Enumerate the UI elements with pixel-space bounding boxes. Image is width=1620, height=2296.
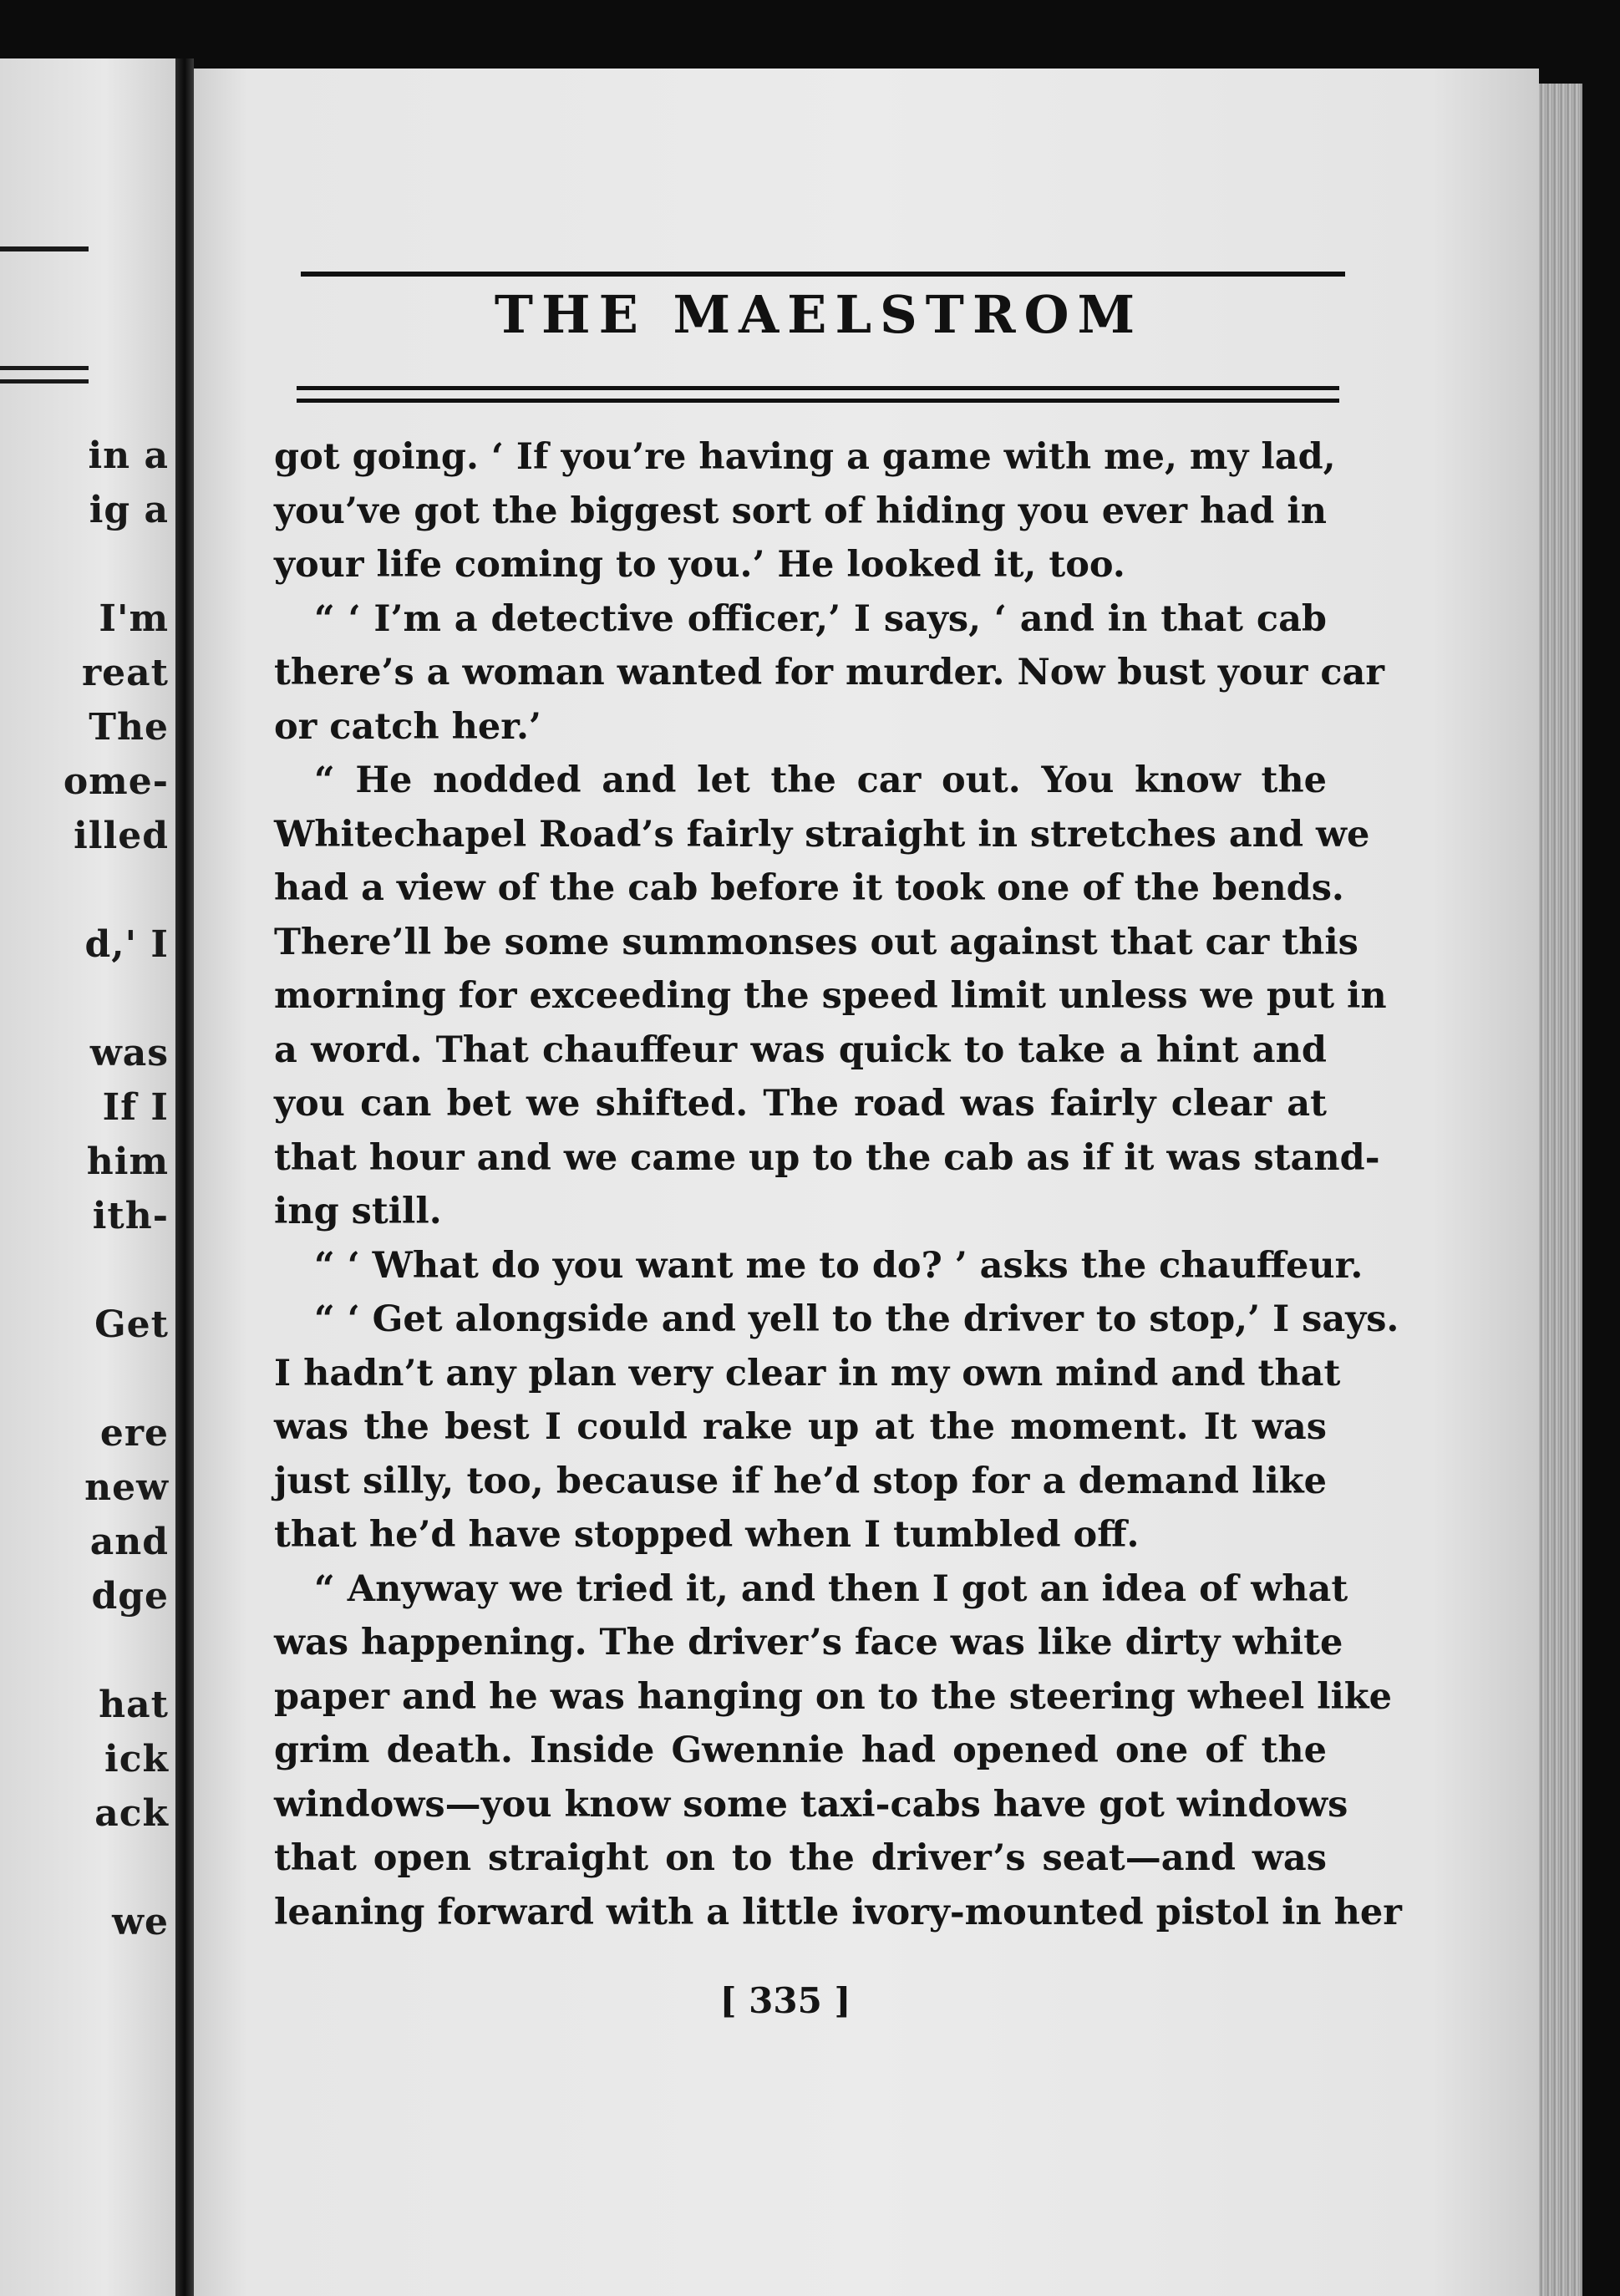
left-page-rule-double-2: [0, 379, 89, 384]
text-line: that he’d have stopped when I tumbled off.: [274, 1514, 1140, 1556]
left-page-line: was: [89, 1032, 169, 1074]
text-line: you’ve got the biggest sort of hiding you ever had in: [274, 490, 1327, 532]
page-edges: [1539, 84, 1582, 2296]
header-rule-double-2: [297, 399, 1339, 403]
text-line: “ ‘ I’m a detective officer,’ I says, ‘ and in that cab: [314, 597, 1327, 640]
text-line: “ He nodded and let the car out. You know the: [314, 759, 1327, 801]
left-page-line: I'm: [99, 597, 169, 640]
left-page-line: ome-: [63, 760, 169, 803]
left-page-line: new: [84, 1466, 169, 1509]
text-line: ing still.: [274, 1191, 442, 1232]
left-page-rule-top: [0, 246, 89, 251]
text-line: you can bet we shifted. The road was fairly clear at: [274, 1083, 1327, 1125]
text-line: “ Anyway we tried it, and then I got an idea of what: [314, 1567, 1348, 1610]
left-page-line: ick: [104, 1738, 169, 1780]
left-page-line: ere: [99, 1412, 169, 1455]
page-number: [ 335 ]: [719, 1980, 851, 2021]
text-line: was the best I could rake up at the moment. It was: [274, 1406, 1327, 1448]
text-line: windows—you know some taxi-cabs have got windows: [274, 1783, 1348, 1826]
left-page-line: illed: [74, 815, 169, 857]
book-gutter: [175, 58, 194, 2296]
text-line: a word. That chauffeur was quick to take a hint and: [274, 1029, 1327, 1071]
text-line: there’s a woman wanted for murder. Now bust your car: [274, 652, 1385, 693]
text-line: was happening. The driver’s face was like dirty white: [274, 1622, 1343, 1664]
left-page-line: ig a: [89, 489, 169, 531]
body-text: [274, 430, 1402, 1939]
text-line: “ ‘ Get alongside and yell to the driver to stop,’ I says.: [314, 1298, 1399, 1340]
left-page-line: If I: [102, 1086, 169, 1129]
left-facing-page: [0, 58, 175, 2296]
text-line: or catch her.’: [274, 705, 541, 748]
text-line: “ ‘ What do you want me to do? ’ asks the chauffeur.: [314, 1244, 1364, 1287]
left-page-line: The: [89, 706, 169, 749]
left-page-line: Get: [94, 1303, 169, 1346]
text-line: that hour and we came up to the cab as if it was stand-: [274, 1136, 1380, 1179]
left-page-line: ack: [94, 1792, 169, 1835]
text-line: There’ll be some summonses out against that car this: [274, 921, 1358, 963]
header-rule-top: [301, 272, 1345, 277]
text-line: Whitechapel Road’s fairly straight in stretches and we: [274, 813, 1370, 856]
text-line: grim death. Inside Gwennie had opened one of the: [274, 1730, 1327, 1771]
text-line: just silly, too, because if he’d stop for a demand like: [274, 1460, 1327, 1502]
text-line: paper and he was hanging on to the steering wheel like: [274, 1675, 1392, 1718]
text-line: had a view of the cab before it took one of the bends.: [274, 867, 1344, 909]
text-line: your life coming to you.’ He looked it, too.: [274, 544, 1125, 586]
left-page-line: hat: [99, 1684, 169, 1726]
left-page-line: d,' I: [84, 923, 169, 966]
text-line: I hadn’t any plan very clear in my own mind and that: [274, 1352, 1341, 1394]
header-rule-double-1: [297, 386, 1339, 390]
left-page-line: ith-: [92, 1195, 169, 1237]
left-page-line: we: [112, 1901, 169, 1943]
left-page-line: him: [86, 1140, 169, 1183]
text-line: leaning forward with a little ivory-mounted pistol in her: [274, 1891, 1402, 1933]
left-page-line: in a: [88, 434, 169, 477]
text-line: that open straight on to the driver’s seat—and was: [274, 1837, 1327, 1879]
left-page-line: and: [89, 1521, 169, 1563]
text-line: got going. ‘ If you’re having a game with me, my lad,: [274, 436, 1336, 478]
running-head: THE MAELSTROM: [494, 284, 1144, 345]
left-page-rule-double-1: [0, 366, 89, 370]
left-page-line: reat: [81, 652, 169, 694]
left-page-line: dge: [91, 1575, 169, 1618]
text-line: morning for exceeding the speed limit unless we put in: [274, 975, 1387, 1017]
